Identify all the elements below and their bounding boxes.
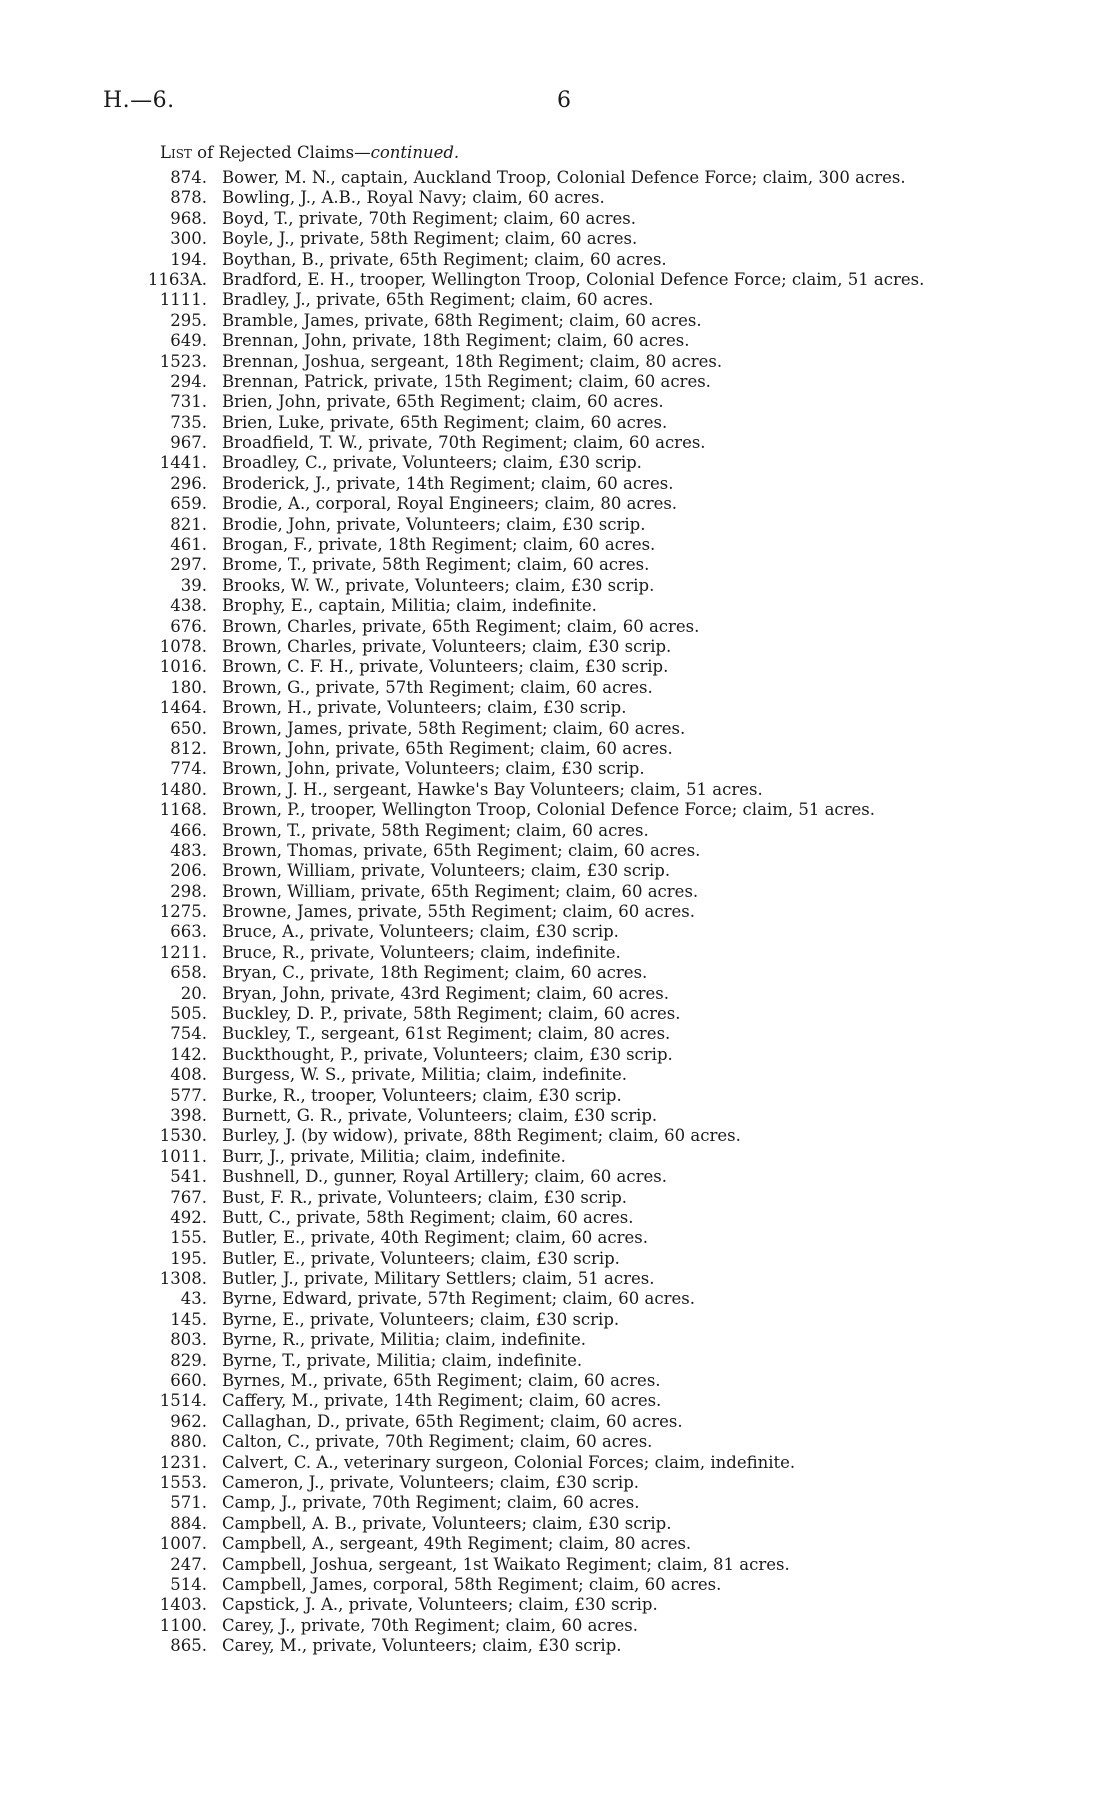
list-item xyxy=(0,841,1114,861)
claim-number: 20. xyxy=(180,983,207,1003)
claim-text: Carey, J., private, 70th Regiment; claim, 60 acres. xyxy=(222,1615,639,1635)
list-item xyxy=(0,719,1114,739)
claim-text: Brown, J. H., sergeant, Hawke's Bay Volunteers; claim, 51 acres. xyxy=(222,779,763,799)
claim-text: Byrne, E., private, Volunteers; claim, £30 scrip. xyxy=(222,1309,620,1329)
claim-number: 247. xyxy=(170,1554,207,1574)
claim-number: 1111. xyxy=(159,290,207,310)
claim-number: 1523. xyxy=(159,351,207,371)
claim-text: Broadfield, T. W., private, 70th Regiment; claim, 60 acres. xyxy=(222,433,706,453)
claim-number: 676. xyxy=(170,616,207,636)
claim-number: 541. xyxy=(170,1167,207,1187)
claim-text: Broderick, J., private, 14th Regiment; claim, 60 acres. xyxy=(222,473,674,493)
page-number: 6 xyxy=(557,88,571,113)
claim-text: Browne, James, private, 55th Regiment; claim, 60 acres. xyxy=(222,902,695,922)
claim-number: 1211. xyxy=(159,942,207,962)
list-item xyxy=(0,576,1114,596)
claim-number: 145. xyxy=(170,1309,207,1329)
claim-text: Burgess, W. S., private, Militia; claim, indefinite. xyxy=(222,1065,627,1085)
claim-number: 658. xyxy=(170,963,207,983)
list-item xyxy=(0,352,1114,372)
list-item xyxy=(0,1514,1114,1534)
list-item xyxy=(0,1555,1114,1575)
list-item xyxy=(0,902,1114,922)
claim-text: Brome, T., private, 58th Regiment; claim, 60 acres. xyxy=(222,555,650,575)
list-item xyxy=(0,1106,1114,1126)
list-item xyxy=(0,1371,1114,1391)
list-item xyxy=(0,780,1114,800)
claim-text: Calton, C., private, 70th Regiment; claim, 60 acres. xyxy=(222,1432,653,1452)
list-item xyxy=(0,1575,1114,1595)
list-item xyxy=(0,1086,1114,1106)
claim-number: 155. xyxy=(170,1228,207,1248)
claim-text: Carey, M., private, Volunteers; claim, £30 scrip. xyxy=(222,1636,622,1656)
claim-text: Capstick, J. A., private, Volunteers; claim, £30 scrip. xyxy=(222,1595,658,1615)
claim-number: 1011. xyxy=(159,1146,207,1166)
claim-number: 1464. xyxy=(159,698,207,718)
claim-text: Bradford, E. H., trooper, Wellington Troop, Colonial Defence Force; claim, 51 acres. xyxy=(222,269,925,289)
list-item xyxy=(0,188,1114,208)
list-item xyxy=(0,739,1114,759)
claim-text: Byrne, Edward, private, 57th Regiment; claim, 60 acres. xyxy=(222,1289,695,1309)
claim-text: Bradley, J., private, 65th Regiment; claim, 60 acres. xyxy=(222,290,654,310)
claim-number: 514. xyxy=(170,1574,207,1594)
list-item xyxy=(0,657,1114,677)
claim-text: Byrne, T., private, Militia; claim, indefinite. xyxy=(222,1350,583,1370)
claim-text: Boyd, T., private, 70th Regiment; claim, 60 acres. xyxy=(222,208,636,228)
claim-text: Byrnes, M., private, 65th Regiment; claim, 60 acres. xyxy=(222,1371,661,1391)
claim-number: 180. xyxy=(170,677,207,697)
claim-text: Brown, P., trooper, Wellington Troop, Colonial Defence Force; claim, 51 acres. xyxy=(222,800,876,820)
list-item xyxy=(0,1453,1114,1473)
list-item xyxy=(0,922,1114,942)
claim-text: Brown, C. F. H., private, Volunteers; claim, £30 scrip. xyxy=(222,657,669,677)
claim-text: Bushnell, D., gunner, Royal Artillery; claim, 60 acres. xyxy=(222,1167,667,1187)
claim-number: 1231. xyxy=(159,1452,207,1472)
claim-text: Burr, J., private, Militia; claim, indefinite. xyxy=(222,1146,566,1166)
list-item xyxy=(0,1147,1114,1167)
list-item xyxy=(0,861,1114,881)
claim-number: 735. xyxy=(170,412,207,432)
claim-number: 39. xyxy=(180,575,207,595)
list-item xyxy=(0,617,1114,637)
claim-number: 1078. xyxy=(159,636,207,656)
claim-number: 461. xyxy=(170,535,207,555)
claim-number: 878. xyxy=(170,188,207,208)
claim-number: 659. xyxy=(170,494,207,514)
list-item xyxy=(0,1616,1114,1636)
claim-text: Brown, Charles, private, 65th Regiment; claim, 60 acres. xyxy=(222,616,700,636)
caption-smallcaps: List xyxy=(160,143,192,162)
claim-text: Butt, C., private, 58th Regiment; claim, 60 acres. xyxy=(222,1207,634,1227)
list-item xyxy=(0,555,1114,575)
claim-number: 880. xyxy=(170,1432,207,1452)
claim-number: 1530. xyxy=(159,1126,207,1146)
claim-text: Brown, William, private, 65th Regiment; claim, 60 acres. xyxy=(222,881,699,901)
list-caption xyxy=(160,143,459,162)
claim-text: Bowling, J., A.B., Royal Navy; claim, 60 acres. xyxy=(222,188,605,208)
claim-text: Bust, F. R., private, Volunteers; claim, £30 scrip. xyxy=(222,1187,628,1207)
claim-text: Bryan, John, private, 43rd Regiment; claim, 60 acres. xyxy=(222,983,669,1003)
claim-number: 1441. xyxy=(159,453,207,473)
list-item xyxy=(0,821,1114,841)
claim-text: Brennan, Joshua, sergeant, 18th Regiment; claim, 80 acres. xyxy=(222,351,723,371)
claim-number: 650. xyxy=(170,718,207,738)
list-item xyxy=(0,1208,1114,1228)
list-item xyxy=(0,943,1114,963)
claim-text: Butler, J., private, Military Settlers; claim, 51 acres. xyxy=(222,1269,655,1289)
claim-text: Buckthought, P., private, Volunteers; claim, £30 scrip. xyxy=(222,1044,673,1064)
claim-text: Brown, John, private, 65th Regiment; claim, 60 acres. xyxy=(222,738,673,758)
list-item xyxy=(0,698,1114,718)
list-item xyxy=(0,535,1114,555)
caption-main: of Rejected Claims— xyxy=(191,143,371,162)
claim-text: Brodie, John, private, Volunteers; claim, £30 scrip. xyxy=(222,514,646,534)
claim-number: 967. xyxy=(170,433,207,453)
list-item xyxy=(0,494,1114,514)
claim-number: 1016. xyxy=(159,657,207,677)
list-item xyxy=(0,290,1114,310)
claim-number: 663. xyxy=(170,922,207,942)
list-item xyxy=(0,209,1114,229)
claim-text: Cameron, J., private, Volunteers; claim, £30 scrip. xyxy=(222,1473,640,1492)
list-item xyxy=(0,1289,1114,1309)
list-item xyxy=(0,882,1114,902)
claim-text: Callaghan, D., private, 65th Regiment; claim, 60 acres. xyxy=(222,1411,683,1431)
claim-number: 408. xyxy=(170,1065,207,1085)
claim-text: Butler, E., private, Volunteers; claim, £30 scrip. xyxy=(222,1248,620,1268)
claim-text: Boyle, J., private, 58th Regiment; claim, 60 acres. xyxy=(222,229,638,249)
claim-number: 505. xyxy=(170,1004,207,1024)
list-item xyxy=(0,984,1114,1004)
claim-number: 297. xyxy=(170,555,207,575)
claim-text: Buckley, D. P., private, 58th Regiment; claim, 60 acres. xyxy=(222,1004,681,1024)
list-item xyxy=(0,250,1114,270)
list-item xyxy=(0,1432,1114,1452)
list-item xyxy=(0,1310,1114,1330)
list-item xyxy=(0,1065,1114,1085)
claim-number: 821. xyxy=(170,514,207,534)
claim-number: 571. xyxy=(170,1493,207,1513)
claim-number: 298. xyxy=(170,881,207,901)
claim-text: Caffery, M., private, 14th Regiment; claim, 60 acres. xyxy=(222,1391,662,1411)
list-item xyxy=(0,1188,1114,1208)
list-item xyxy=(0,515,1114,535)
claim-number: 1168. xyxy=(159,800,207,820)
claim-text: Brown, John, private, Volunteers; claim, £30 scrip. xyxy=(222,759,645,779)
claim-number: 194. xyxy=(170,249,207,269)
list-item xyxy=(0,392,1114,412)
claim-number: 43. xyxy=(180,1289,207,1309)
list-item xyxy=(0,453,1114,473)
list-item xyxy=(0,413,1114,433)
document-code: H.—6. xyxy=(103,88,175,113)
claim-number: 1275. xyxy=(159,902,207,922)
claim-text: Brooks, W. W., private, Volunteers; claim, £30 scrip. xyxy=(222,575,655,595)
claim-number: 1403. xyxy=(159,1595,207,1615)
caption-italic: continued. xyxy=(370,143,460,162)
claim-text: Bryan, C., private, 18th Regiment; claim, 60 acres. xyxy=(222,963,648,983)
claim-number: 1308. xyxy=(159,1269,207,1289)
claim-text: Bruce, R., private, Volunteers; claim, indefinite. xyxy=(222,942,621,962)
claim-text: Boythan, B., private, 65th Regiment; claim, 60 acres. xyxy=(222,249,667,269)
claim-number: 398. xyxy=(170,1105,207,1125)
rejected-claims-list xyxy=(0,168,1114,1657)
claim-text: Byrne, R., private, Militia; claim, indefinite. xyxy=(222,1330,586,1350)
claim-text: Brennan, John, private, 18th Regiment; claim, 60 acres. xyxy=(222,331,690,351)
list-item xyxy=(0,637,1114,657)
list-item xyxy=(0,1228,1114,1248)
claim-text: Burley, J. (by widow), private, 88th Regiment; claim, 60 acres. xyxy=(222,1126,741,1146)
claim-text: Brown, Charles, private, Volunteers; claim, £30 scrip. xyxy=(222,636,672,656)
claim-text: Brown, H., private, Volunteers; claim, £30 scrip. xyxy=(222,698,627,718)
claim-number: 1480. xyxy=(159,779,207,799)
claim-text: Brien, John, private, 65th Regiment; claim, 60 acres. xyxy=(222,392,664,412)
claim-text: Bower, M. N., captain, Auckland Troop, Colonial Defence Force; claim, 300 acres. xyxy=(222,168,906,187)
claim-number: 767. xyxy=(170,1187,207,1207)
claim-number: 812. xyxy=(170,738,207,758)
list-item xyxy=(0,270,1114,290)
claim-number: 865. xyxy=(170,1636,207,1656)
claim-text: Campbell, James, corporal, 58th Regiment; claim, 60 acres. xyxy=(222,1574,722,1594)
claim-text: Buckley, T., sergeant, 61st Regiment; claim, 80 acres. xyxy=(222,1024,671,1044)
claim-number: 296. xyxy=(170,473,207,493)
claim-number: 195. xyxy=(170,1248,207,1268)
claim-text: Burke, R., trooper, Volunteers; claim, £30 scrip. xyxy=(222,1085,622,1105)
list-item xyxy=(0,1351,1114,1371)
list-item xyxy=(0,1249,1114,1269)
claim-text: Broadley, C., private, Volunteers; claim, £30 scrip. xyxy=(222,453,642,473)
list-item xyxy=(0,311,1114,331)
claim-number: 438. xyxy=(170,596,207,616)
claim-number: 142. xyxy=(170,1044,207,1064)
list-item xyxy=(0,1045,1114,1065)
claim-text: Campbell, Joshua, sergeant, 1st Waikato Regiment; claim, 81 acres. xyxy=(222,1554,790,1574)
list-item xyxy=(0,1167,1114,1187)
list-item xyxy=(0,1493,1114,1513)
claim-number: 884. xyxy=(170,1513,207,1533)
list-item xyxy=(0,1473,1114,1493)
claim-text: Brown, Thomas, private, 65th Regiment; claim, 60 acres. xyxy=(222,840,701,860)
claim-text: Bruce, A., private, Volunteers; claim, £30 scrip. xyxy=(222,922,619,942)
list-item xyxy=(0,1412,1114,1432)
list-item xyxy=(0,678,1114,698)
claim-number: 1163A. xyxy=(147,269,207,289)
list-item xyxy=(0,474,1114,494)
claim-text: Brown, G., private, 57th Regiment; claim, 60 acres. xyxy=(222,677,653,697)
claim-number: 492. xyxy=(170,1207,207,1227)
list-item xyxy=(0,1126,1114,1146)
claim-text: Brien, Luke, private, 65th Regiment; claim, 60 acres. xyxy=(222,412,668,432)
claim-number: 731. xyxy=(170,392,207,412)
claim-number: 1007. xyxy=(159,1534,207,1554)
claim-number: 754. xyxy=(170,1024,207,1044)
claim-text: Brown, T., private, 58th Regiment; claim, 60 acres. xyxy=(222,820,649,840)
claim-text: Campbell, A., sergeant, 49th Regiment; claim, 80 acres. xyxy=(222,1534,692,1554)
claim-number: 660. xyxy=(170,1371,207,1391)
claim-number: 577. xyxy=(170,1085,207,1105)
claim-text: Calvert, C. A., veterinary surgeon, Colonial Forces; claim, indefinite. xyxy=(222,1452,796,1472)
list-item xyxy=(0,963,1114,983)
claim-text: Campbell, A. B., private, Volunteers; claim, £30 scrip. xyxy=(222,1513,672,1533)
list-item xyxy=(0,759,1114,779)
list-item xyxy=(0,372,1114,392)
list-item xyxy=(0,1004,1114,1024)
claim-text: Brown, William, private, Volunteers; claim, £30 scrip. xyxy=(222,861,671,881)
claim-text: Brodie, A., corporal, Royal Engineers; claim, 80 acres. xyxy=(222,494,678,514)
claim-number: 300. xyxy=(170,229,207,249)
list-item xyxy=(0,229,1114,249)
claim-number: 874. xyxy=(170,168,207,187)
list-item xyxy=(0,168,1114,188)
claim-text: Brennan, Patrick, private, 15th Regiment; claim, 60 acres. xyxy=(222,371,711,391)
claim-text: Butler, E., private, 40th Regiment; claim, 60 acres. xyxy=(222,1228,648,1248)
list-item xyxy=(0,1330,1114,1350)
list-item xyxy=(0,1595,1114,1615)
list-item xyxy=(0,800,1114,820)
list-item xyxy=(0,1024,1114,1044)
list-item xyxy=(0,1534,1114,1554)
claim-number: 962. xyxy=(170,1411,207,1431)
claim-number: 774. xyxy=(170,759,207,779)
claim-text: Burnett, G. R., private, Volunteers; claim, £30 scrip. xyxy=(222,1105,658,1125)
claim-number: 483. xyxy=(170,840,207,860)
claim-number: 294. xyxy=(170,371,207,391)
claim-number: 803. xyxy=(170,1330,207,1350)
claim-number: 1553. xyxy=(159,1473,207,1492)
claim-number: 466. xyxy=(170,820,207,840)
claim-number: 1514. xyxy=(159,1391,207,1411)
claim-text: Bramble, James, private, 68th Regiment; claim, 60 acres. xyxy=(222,310,702,330)
claim-number: 829. xyxy=(170,1350,207,1370)
list-item xyxy=(0,331,1114,351)
list-item xyxy=(0,596,1114,616)
list-item xyxy=(0,1269,1114,1289)
list-item xyxy=(0,1636,1114,1656)
list-item xyxy=(0,433,1114,453)
list-item xyxy=(0,1391,1114,1411)
claim-number: 295. xyxy=(170,310,207,330)
claim-text: Camp, J., private, 70th Regiment; claim, 60 acres. xyxy=(222,1493,640,1513)
claim-number: 206. xyxy=(170,861,207,881)
claim-text: Brophy, E., captain, Militia; claim, indefinite. xyxy=(222,596,597,616)
claim-text: Brogan, F., private, 18th Regiment; claim, 60 acres. xyxy=(222,535,656,555)
claim-number: 649. xyxy=(170,331,207,351)
claim-text: Brown, James, private, 58th Regiment; claim, 60 acres. xyxy=(222,718,686,738)
claim-number: 1100. xyxy=(159,1615,207,1635)
claim-number: 968. xyxy=(170,208,207,228)
